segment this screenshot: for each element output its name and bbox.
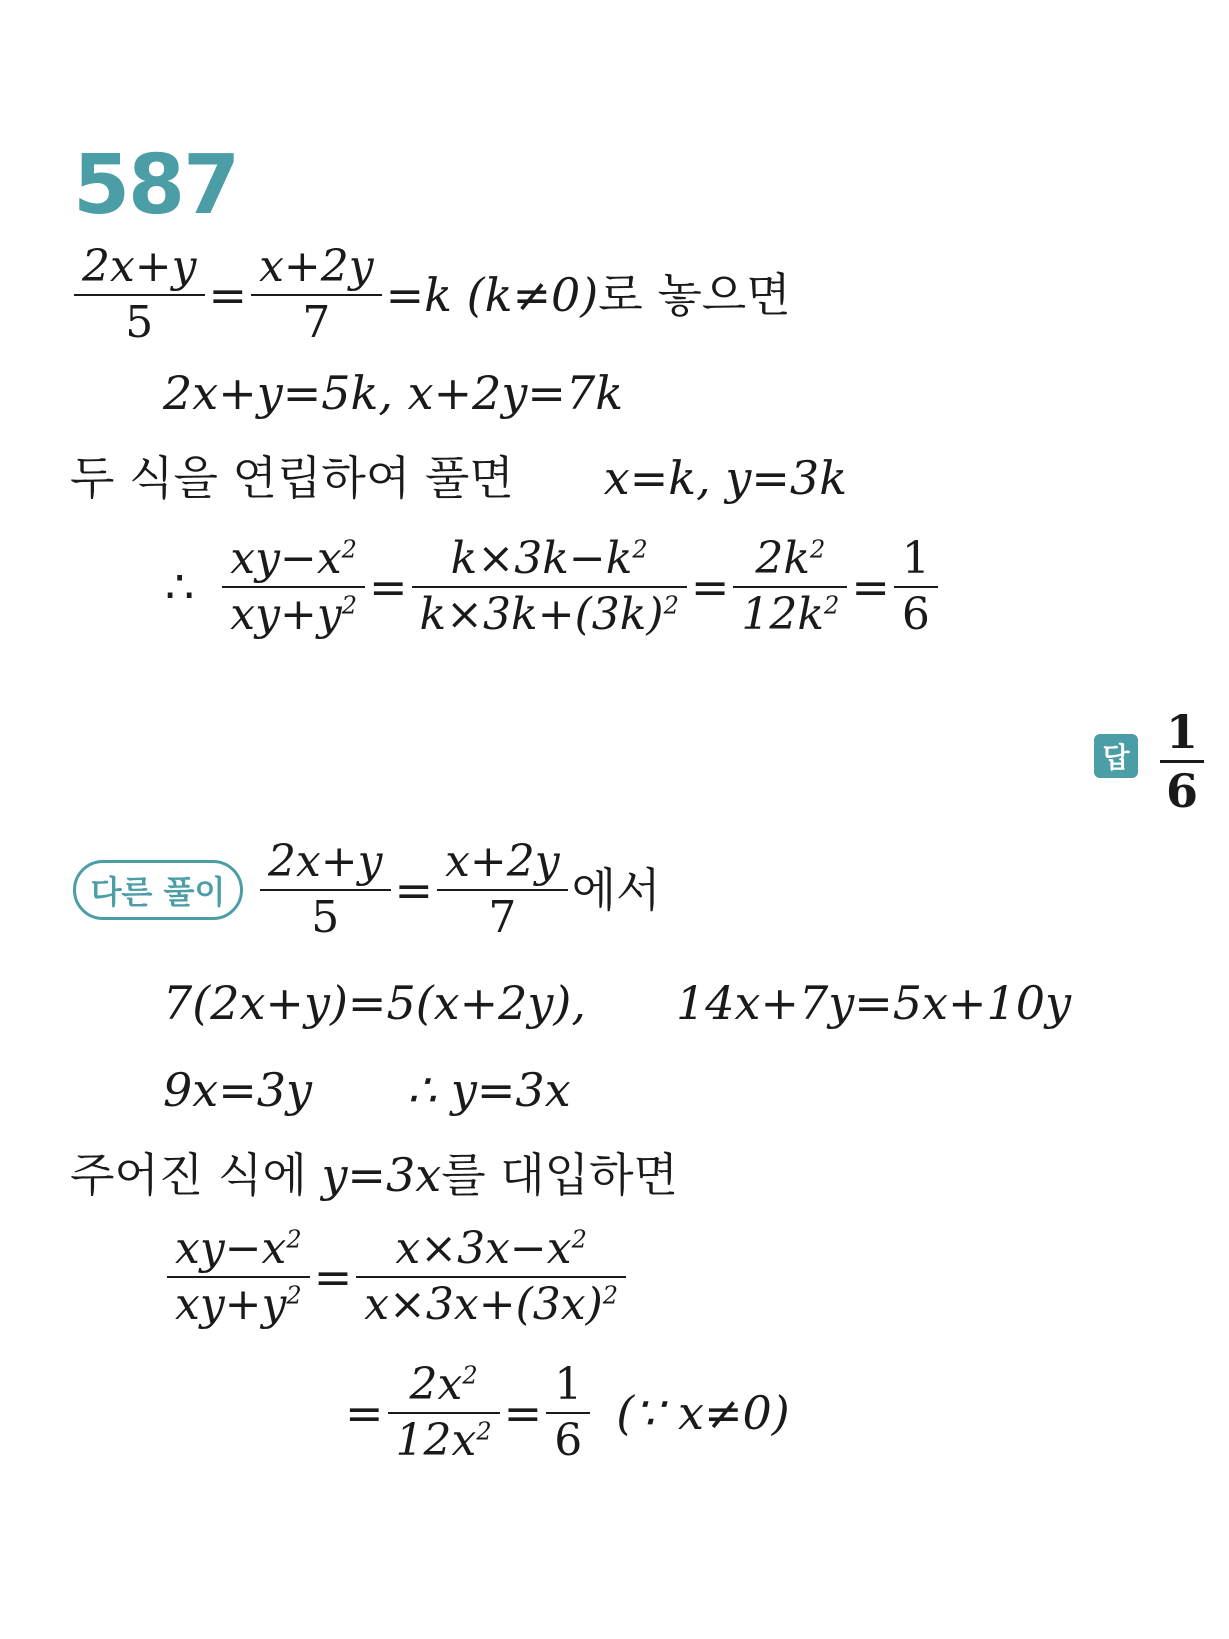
fraction-numerator: 2x+y <box>82 241 197 292</box>
korean-text: 두 식을 연립하여 풀면 <box>70 451 514 505</box>
fraction-numerator: $2x^2$ <box>409 1359 478 1410</box>
alt-calculation-2 <box>345 1358 790 1468</box>
equals-sign: = <box>394 863 434 917</box>
fraction-numerator: 2x+y <box>268 836 383 887</box>
fraction-simplified <box>733 532 847 642</box>
fraction-denominator: $12x^2$ <box>395 1415 492 1466</box>
fraction-expression <box>167 1222 310 1332</box>
equation-text: 2x+y=5k, x+2y=7k <box>163 366 624 420</box>
alt-ratio-equation <box>256 835 661 945</box>
equals-sign: = <box>503 1386 543 1440</box>
condition-note: (∵ x≠0) <box>616 1386 790 1440</box>
korean-text: 주어진 식에 <box>70 1148 322 1202</box>
solve-statement <box>70 451 848 505</box>
fraction-numerator: 1 <box>554 1359 583 1410</box>
fraction-denominator: $xy+y^2$ <box>230 589 357 640</box>
korean-text: 로 놓으면 <box>598 268 791 322</box>
problem-number: 587 <box>73 138 239 233</box>
fraction-x-plus-2y-over-7 <box>251 240 382 350</box>
equals-sign: = <box>208 268 248 322</box>
fraction-numerator: $xy-x^2$ <box>175 1223 302 1274</box>
equals-sign: = <box>345 1386 384 1440</box>
equals-sign: = <box>690 560 730 614</box>
fraction-numerator: $2k^2$ <box>755 533 826 584</box>
fraction-2x-plus-y-over-5 <box>74 240 205 350</box>
equation-text: ∴ y=3x <box>407 1063 571 1117</box>
answer-badge: 답 <box>1094 734 1138 778</box>
fraction-denominator: $12k^2$ <box>741 589 840 640</box>
equation-text: 7(2x+y)=5(x+2y), <box>163 976 586 1030</box>
answer-denominator: 6 <box>1165 764 1198 818</box>
equation-text: 14x+7y=5x+10y <box>675 976 1072 1030</box>
fraction-numerator: $xy-x^2$ <box>230 533 357 584</box>
fraction-numerator: 1 <box>901 533 930 584</box>
fraction-numerator: $x\times 3x-x^2$ <box>395 1223 587 1274</box>
fraction-numerator: $k\times 3k-k^2$ <box>450 533 648 584</box>
equals-sign: = <box>851 560 890 614</box>
fraction-denominator: 7 <box>302 297 331 348</box>
answer-numerator: 1 <box>1165 705 1198 759</box>
alt-substitute-statement <box>70 1148 678 1202</box>
fraction-denominator: $xy+y^2$ <box>175 1279 302 1330</box>
answer-fraction <box>1160 704 1204 819</box>
fraction-denominator: 6 <box>554 1415 583 1466</box>
equation-ratio-setup <box>70 240 791 350</box>
fraction-simplified <box>388 1358 500 1468</box>
fraction-denominator: 6 <box>901 589 930 640</box>
fraction-numerator: x+2y <box>259 241 374 292</box>
fraction-denominator: 7 <box>488 892 517 943</box>
equals-sign: = <box>313 1250 353 1304</box>
fraction-substituted <box>412 532 687 642</box>
fraction-x-plus-2y-over-7 <box>437 835 568 945</box>
therefore-symbol: ∴ <box>165 560 195 614</box>
korean-text: 에서 <box>571 863 661 917</box>
fraction-expression <box>222 532 365 642</box>
main-calculation <box>165 532 942 642</box>
solution-text: x=k, y=3k <box>603 451 848 505</box>
fraction-denominator: 5 <box>311 892 340 943</box>
fraction-result <box>894 532 938 642</box>
alternative-solution-badge: 다른 풀이 <box>73 860 243 920</box>
equals-sign: = <box>368 560 408 614</box>
system-of-equations <box>163 366 624 420</box>
fraction-2x-plus-y-over-5 <box>260 835 391 945</box>
fraction-numerator: x+2y <box>445 836 560 887</box>
equation-text: y=3x <box>321 1148 442 1202</box>
fraction-denominator: 5 <box>125 297 154 348</box>
alt-simplify <box>163 1063 571 1117</box>
equation-text: 9x=3y <box>163 1063 313 1117</box>
fraction-denominator: $k\times 3k+(3k)^2$ <box>419 589 679 640</box>
korean-text: 를 대입하면 <box>441 1148 678 1202</box>
fraction-substituted <box>356 1222 626 1332</box>
fraction-result <box>546 1358 590 1468</box>
alt-cross-multiply <box>163 976 1072 1030</box>
k-definition: =k (k≠0) <box>385 268 599 322</box>
alt-calculation-1 <box>163 1222 630 1332</box>
fraction-denominator: $x\times 3x+(3x)^2$ <box>364 1279 619 1330</box>
